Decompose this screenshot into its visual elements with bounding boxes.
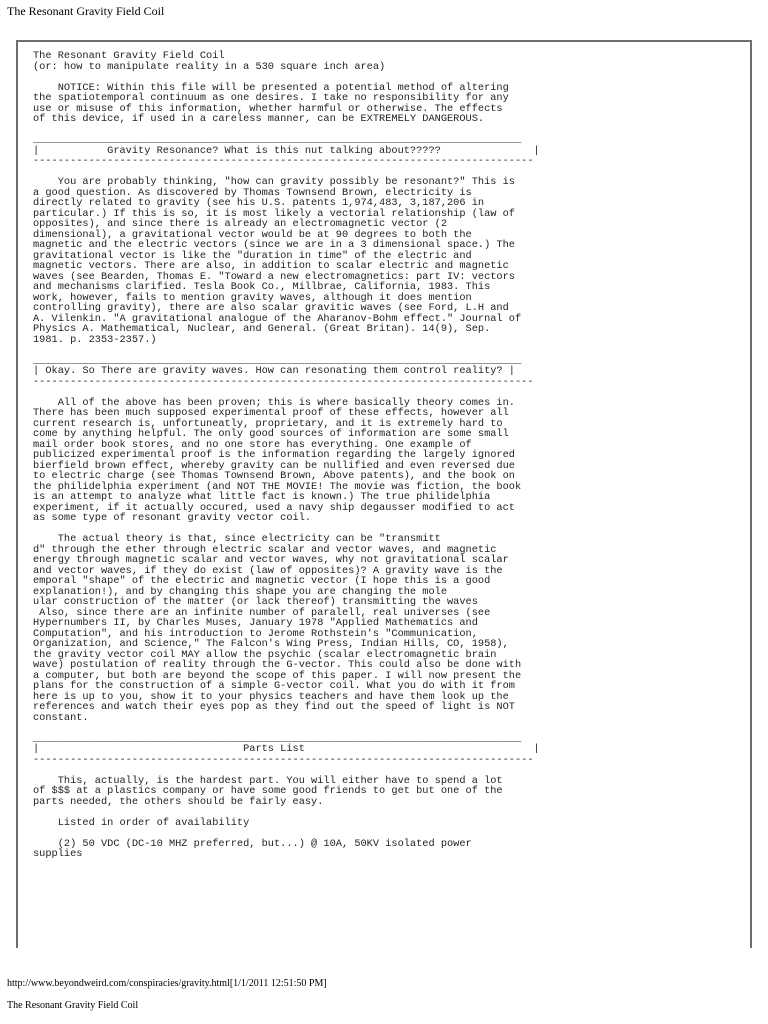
parts-list-order-note: Listed in order of availability bbox=[33, 816, 250, 829]
parts-list-item: (2) 50 VDC (DC-10 MHZ preferred, but...) @ 10A, 50KV isolated power supplies bbox=[33, 837, 472, 860]
document-subtitle: (or: how to manipulate reality in a 530 square inch area) bbox=[33, 60, 386, 73]
footer-title: The Resonant Gravity Field Coil bbox=[7, 1000, 139, 1011]
page-header-title: The Resonant Gravity Field Coil bbox=[7, 4, 165, 18]
notice-paragraph: NOTICE: Within this file will be presented a potential method of altering the spatiotemporal continuum as one desires. I take no responsibility for any use or misuse of this information, whether harmful or otherwise. The effects of this device, if used in a careless manner, can be EXTREMELY DANGEROUS. bbox=[33, 81, 509, 125]
section-header-gravity-waves: _______________________________________________________________________________ | Okay. So There are gravity waves. How can resonating them control reality? | --------------------------------------------------------------------------------- bbox=[33, 354, 534, 388]
section-paragraph-actual-theory: The actual theory is that, since electricity can be "transmitt d" through the ether through electric scalar and vector waves, and magnetic energy through magnetic scalar and vector waves, why not gravitational scalar and vector waves, if they do exist (law of opposites)? A gravity wave is the emporal "shape" of the electric and magnetic vector (I hope this is a good explanation!), and by changing this shape you are changing the mole ular construction of the matter (or lack thereof) transmitting the waves Also, since there are an infinite number of paralell, real universes (see Hypernumbers II, by Charles Muses, January 1978 "Applied Mathematics and Computation", and his introduction to Jerome Rothstein's "Communication, Organization, and Science," The Falcon's Wing Press, Indian Hills, CO, 1958), the gravity vector coil MAY allow the psychic (scalar electromagnetic brain wave) postulation of reality through the G-vector. This could also be done with a computer, but both are beyond the scope of this paper. I will now present the plans for the construction of a simple G-vector coil. What you do with it from here is up to you, show it to your physics teachers and have them look up the references and watch their eyes pop as they find out the speed of light is NOT constant. bbox=[33, 533, 522, 724]
section-body-gravity-resonance: You are probably thinking, "how can gravity possibly be resonant?" This is a good question. As discovered by Thomas Townsend Brown, electricity is directly related to gravity (see his U.S. patents 1,974,483, 3,187,206 in particular.) If this is so, it is most likely a vectorial relationship (law of opposites), and since there is already an electromagnetic vector (2 dimensional), a gravitational vector would be at 90 degrees to both the magnetic and the electric vectors (since we are in a 3 dimensional space.) The gravitational vector is like the "duration in time" of the electric and magnetic vectors. There are also, in addition to scalar electric and magnetic waves (see Bearden, Thomas E. "Toward a new electromagnetics: part IV: vectors and mechanisms clarified. Tesla Book Co., Millbrae, California, 1983. This work, however, fails to mention gravity waves, although it does mention controlling gravity), there are also scalar gravitic waves (see Ford, L.H and A. Vilenkin. "A gravitational analogue of the Aharanov-Bohm effect." Journal of Physics A. Mathematical, Nuclear, and General. (Great Britan). 14(9), Sep. 1981. p. 2353-2357.) bbox=[33, 176, 522, 346]
section-paragraph-theory: All of the above has been proven; this is where basically theory comes in. There has been much supposed experimental proof of these effects, however all current research is, unfortuneatly, proprietary, and it is extremely hard to come by anything helpful. The only good sources of information are some small mail order book stores, and no one store has everything. One example of publicized experimental proof is the information regarding the largely ignored bierfield brown effect, whereby gravity can be nullified and even reversed due to electric charge (see Thomas Townsend Brown, Above patents), and the book on the philidelphia experiment (and NOT THE MOVIE! The movie was fiction, the book is an attempt to analyze what little fact is known.) The true philidelphia experiment, if it actually occured, used a navy ship degausser modified to act as some type of resonant gravity vector coil. bbox=[33, 396, 522, 524]
document-title: The Resonant Gravity Field Coil bbox=[33, 50, 225, 62]
section-header-gravity-resonance: _______________________________________________________________________________ | Gravity Resonance? What is this nut talking about????? | --------------------------------------------------------------------------------- bbox=[33, 134, 540, 167]
document-frame bbox=[16, 40, 752, 948]
parts-list-intro: This, actually, is the hardest part. You will either have to spend a lot of $$$ at a plastics company or have some good friends to get but one of the parts needed, the others should be fairly easy. bbox=[33, 774, 503, 808]
footer-url: http://www.beyondweird.com/conspiracies/gravity.html[1/1/2011 12:51:50 PM] bbox=[7, 978, 327, 989]
document-text bbox=[33, 51, 540, 860]
section-header-parts-list: _______________________________________________________________________________ | Parts List | --------------------------------------------------------------------------------- bbox=[33, 732, 540, 766]
